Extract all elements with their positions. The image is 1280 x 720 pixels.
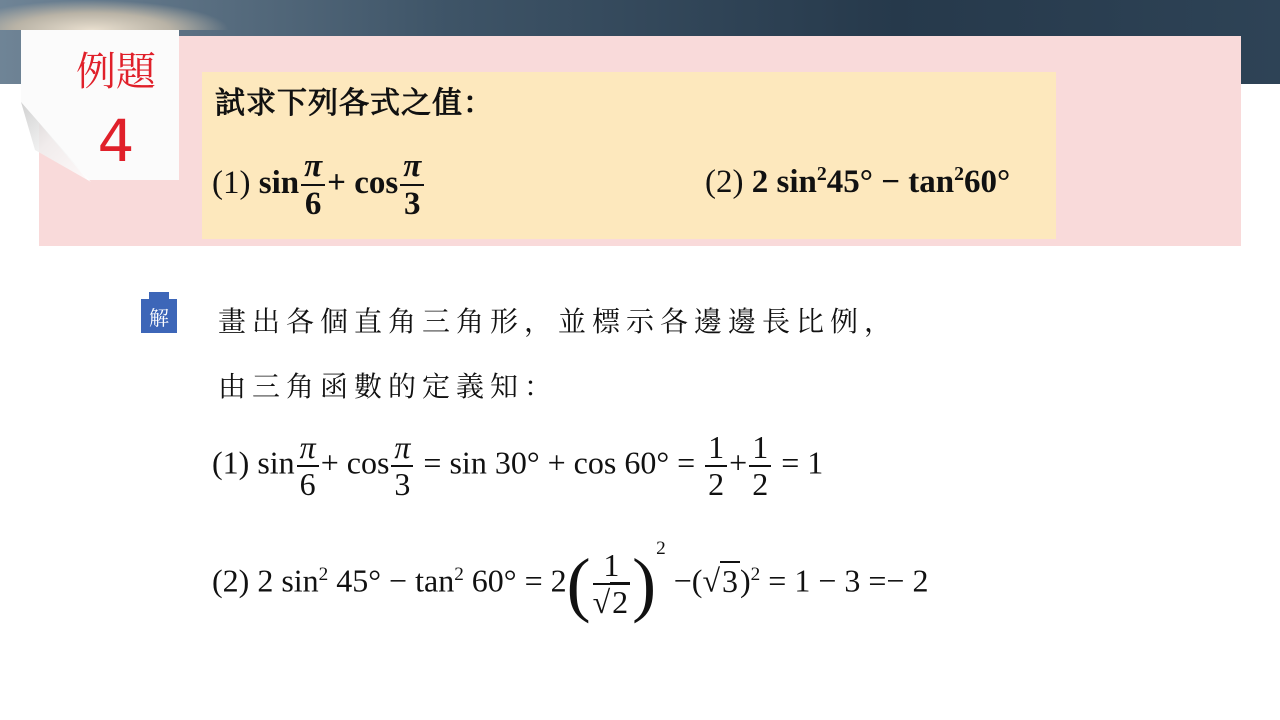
solution-line-1: 畫出各個直角三角形，並標示各邊邊長比例，	[218, 305, 899, 338]
example-label: 例題	[76, 49, 156, 95]
fraction: $\frac{\pi}{6}$	[301, 148, 325, 223]
solution-line-2: 由三角函數的定義知：	[218, 370, 559, 403]
question-part-2: (2) 2 $\sin^245^\circ - \tan^260^\circ$	[705, 163, 1011, 200]
fraction: $\frac{1}{2}$	[705, 430, 727, 502]
fraction: $\frac{1}{√2}$	[592, 547, 629, 621]
decorative-photo-strip	[0, 0, 230, 30]
fraction: $\frac{\pi}{3}$	[391, 430, 413, 502]
fraction: $\frac{\pi}{6}$	[297, 430, 319, 502]
fraction: $\frac{1}{2}$	[749, 430, 771, 502]
answer-part-1: (1) sin $\frac{\pi}{6}$ + cos $\frac{\pi}{3}$ = sin 30° + cos 60° = $\frac{1}{2}$ + $\frac{1}{2}$ = 1	[212, 429, 824, 503]
question-title: 試求下列各式之值：	[215, 86, 494, 121]
fraction: $\frac{\pi}{3}$	[400, 148, 424, 223]
question-part-1: (1) sin $\frac{\pi}{6}$ + cos $\frac{\pi}{3}$	[212, 148, 426, 223]
answer-part-2: (2) 2 $\sin^2 45^\circ - \tan^2 60^\circ = 2$( $\frac{1}{√2}$ )$^2 -(√3)^2 = 1 - 3 =- 2$	[212, 537, 929, 625]
solution-badge: 解	[141, 299, 177, 333]
example-number: 4	[97, 107, 135, 175]
